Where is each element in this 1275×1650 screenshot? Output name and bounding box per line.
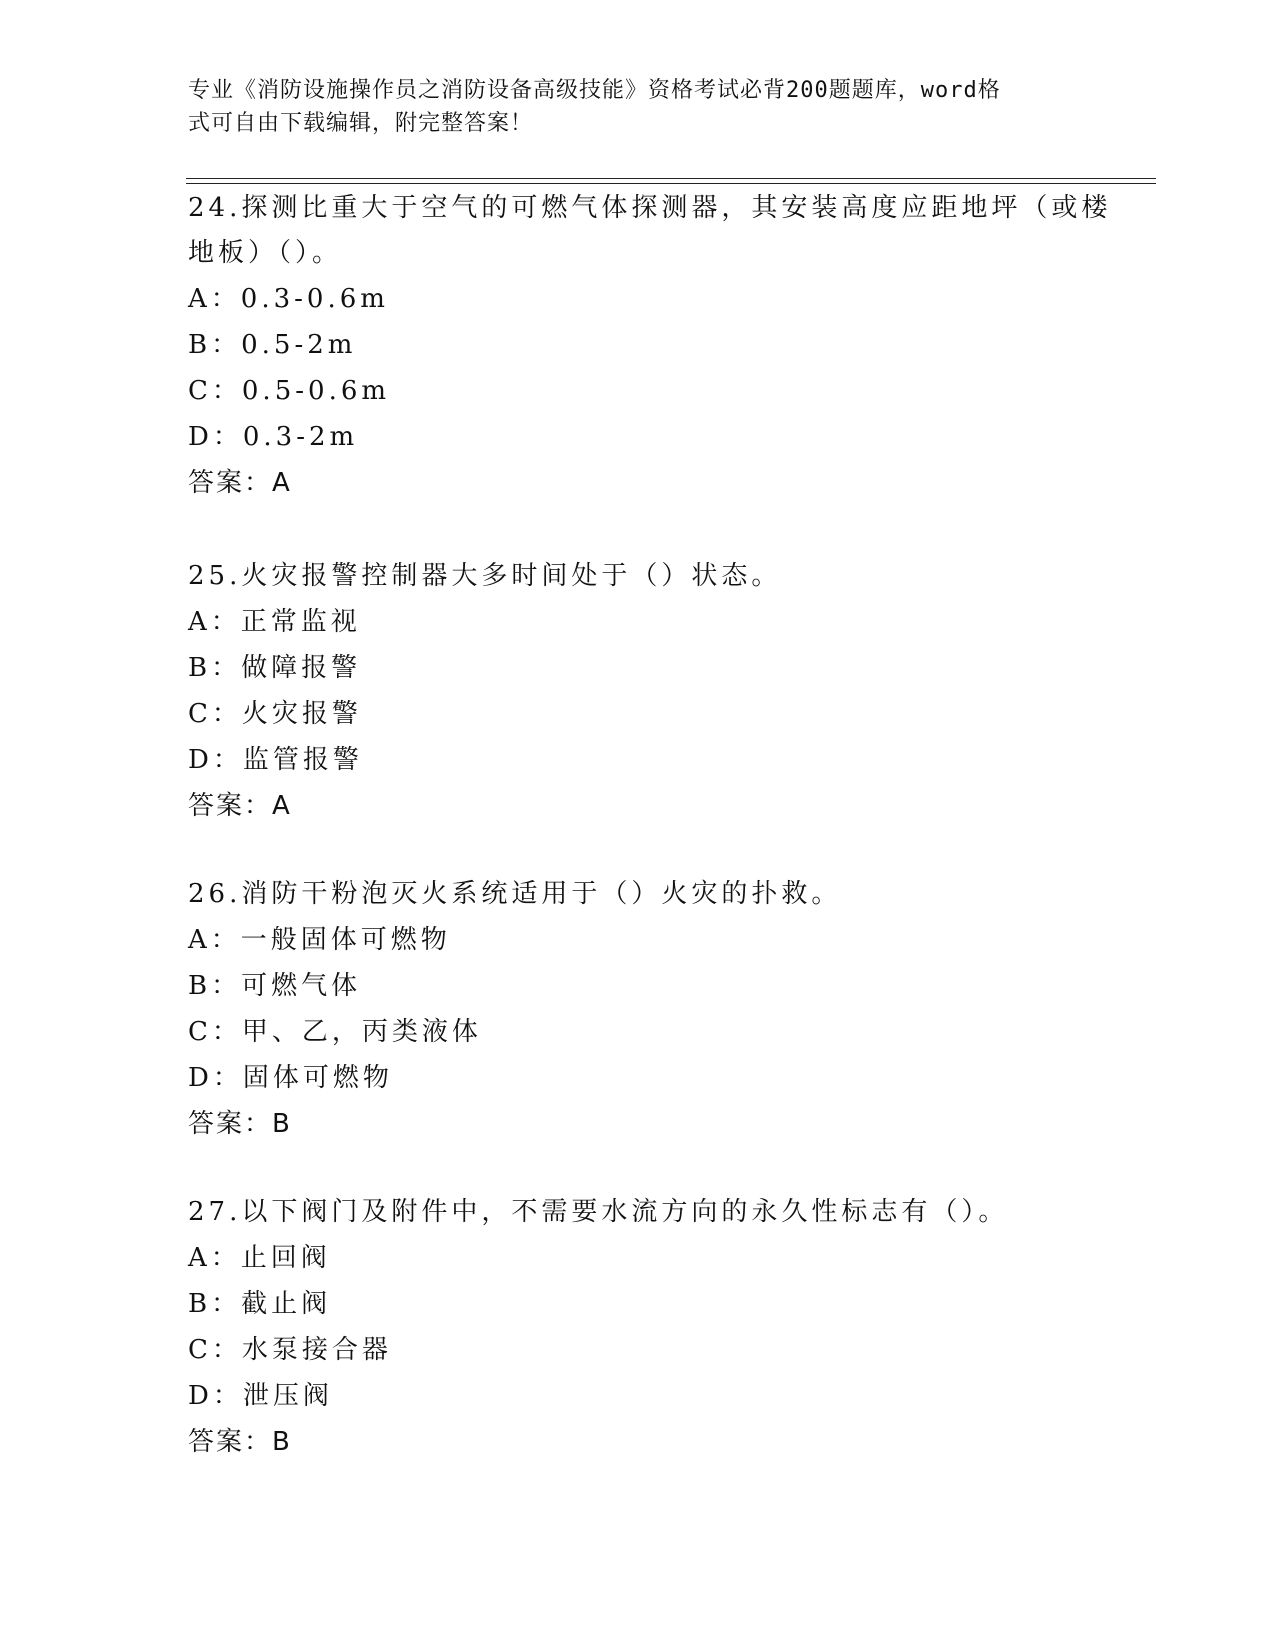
answer-label: 答案：: [188, 1109, 273, 1139]
header-divider-bottom: [186, 183, 1156, 184]
option-a: A：正常监视: [188, 607, 361, 637]
answer-line: [188, 460, 1088, 506]
question-stem: [188, 1190, 1088, 1235]
document-header: [188, 74, 1088, 140]
answer-label: 答案：: [188, 791, 273, 821]
option-d: D：固体可燃物: [188, 1063, 393, 1093]
header-line-2: 式可自由下载编辑，附完整答案！: [188, 111, 534, 136]
answer-line: [188, 1419, 1088, 1465]
option-a: A：0.3-0.6m: [188, 284, 389, 314]
answer-line: [188, 1101, 1088, 1147]
option-c: C：火灾报警: [188, 699, 362, 729]
question-27: [188, 1190, 1088, 1465]
question-stem: [188, 186, 1112, 276]
question-24: [188, 186, 1112, 506]
answer-label: 答案：: [188, 1427, 273, 1457]
question-stem-line-1: 25.火灾报警控制器大多时间处于（）状态。: [188, 561, 782, 591]
option-a: A：一般固体可燃物: [188, 925, 451, 955]
question-stem: [188, 872, 1088, 917]
question-stem-line-1: 27.以下阀门及附件中，不需要水流方向的永久性标志有（）。: [188, 1197, 1009, 1227]
option-d: D：监管报警: [188, 745, 363, 775]
header-divider-top: [186, 178, 1156, 179]
answer-line: [188, 783, 1088, 829]
question-stem-line-2: 地板）（）。: [188, 238, 343, 268]
answer-value: B: [272, 1427, 292, 1457]
option-c: C：0.5-0.6m: [188, 376, 391, 406]
answer-value: B: [272, 1109, 292, 1139]
question-stem-line-1: 26.消防干粉泡灭火系统适用于（）火灾的扑救。: [188, 879, 842, 909]
question-stem: [188, 554, 1088, 599]
option-c: C：水泵接合器: [188, 1335, 392, 1365]
question-25: [188, 554, 1088, 829]
question-stem-line-1: 24.探测比重大于空气的可燃气体探测器，其安装高度应距地坪（或楼: [188, 193, 1112, 223]
question-26: [188, 872, 1088, 1147]
option-d: D：0.3-2m: [188, 422, 359, 452]
option-b: B：0.5-2m: [188, 330, 357, 360]
header-line-1: 专业《消防设施操作员之消防设备高级技能》资格考试必背200题题库，word格: [188, 78, 1001, 103]
option-a: A：止回阀: [188, 1243, 331, 1273]
option-b: B：可燃气体: [188, 971, 362, 1001]
option-c: C：甲、乙，丙类液体: [188, 1017, 482, 1047]
option-b: B：做障报警: [188, 653, 362, 683]
answer-label: 答案：: [188, 468, 273, 498]
answer-value: A: [272, 468, 292, 498]
option-b: B：截止阀: [188, 1289, 332, 1319]
answer-value: A: [272, 791, 292, 821]
option-d: D：泄压阀: [188, 1381, 333, 1411]
